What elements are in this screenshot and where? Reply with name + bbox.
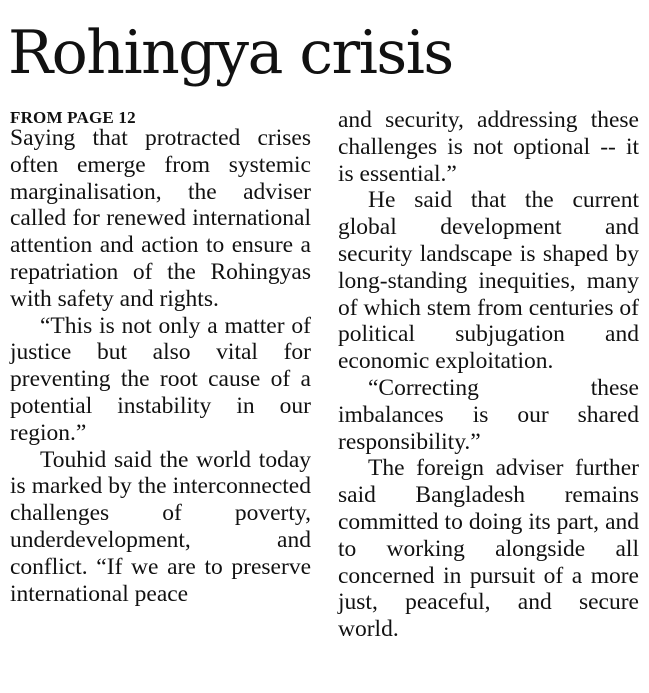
paragraph: “This is not only a matter of justice but also vital for preventing the root cause of a potential instability in our region.” xyxy=(10,312,311,446)
paragraph: and security, addressing these challenges is not optional -- it is essential.” xyxy=(338,107,639,187)
article-headline: Rohingya crisis xyxy=(8,18,453,88)
paragraph: Touhid said the world today is marked by the interconnected challenges of poverty, underdevelopment, and conflict. “If we are to preserve international peace xyxy=(10,446,311,607)
article-column-right xyxy=(338,107,639,643)
article-column-left xyxy=(10,125,311,607)
continuation-label: FROM PAGE 12 xyxy=(10,108,136,127)
paragraph: “Correcting these imbalances is our shared responsibility.” xyxy=(338,374,639,455)
paragraph: The foreign adviser further said Bangladesh remains committed to doing its part, and to working alongside all concerned in pursuit of a more just, peaceful, and secure world. xyxy=(338,455,639,643)
paragraph: He said that the current global development and security landscape is shaped by long-standing inequities, many of which stem from centuries of political subjugation and economic exploitation. xyxy=(338,187,639,375)
paragraph: Saying that protracted crises often emerge from systemic marginalisation, the adviser called for renewed international attention and action to ensure a repatriation of the Rohingyas with safety and rights. xyxy=(10,125,311,312)
